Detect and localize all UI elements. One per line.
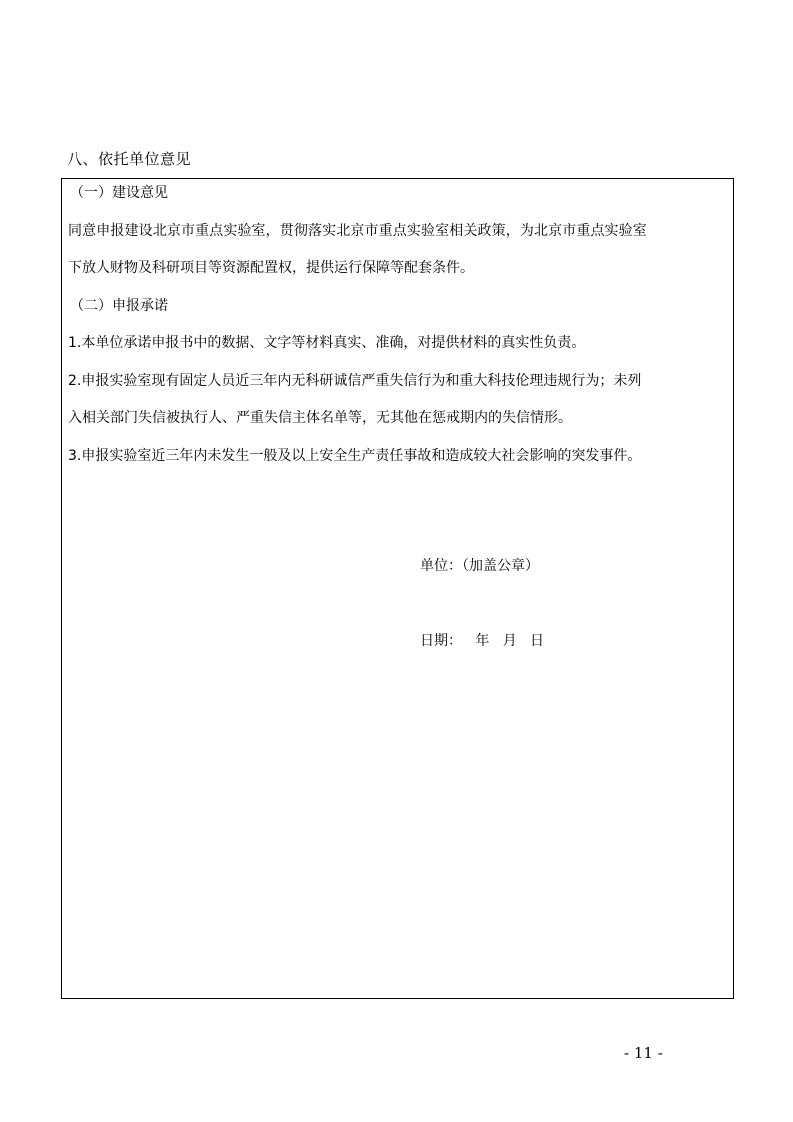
subsection-1-title: （一）建设意见 bbox=[70, 185, 168, 201]
subsection-2-title: （二）申报承诺 bbox=[70, 298, 168, 314]
section-heading: 八、依托单位意见 bbox=[67, 150, 192, 168]
opinion-box bbox=[61, 178, 734, 999]
commitment-line-4: 3.申报实验室近三年内未发生一般及以上安全生产责任事故和造成较大社会影响的突发事件。 bbox=[68, 448, 642, 464]
commitment-line-2: 2.申报实验室现有固定人员近三年内无科研诚信严重失信行为和重大科技伦理违规行为；未列 bbox=[68, 373, 642, 389]
signature-date: 日期： 年 月 日 bbox=[420, 633, 545, 649]
construction-opinion-line-2: 下放人财物及科研项目等资源配置权，提供运行保障等配套条件。 bbox=[68, 260, 474, 276]
signature-unit: 单位：（加盖公章） bbox=[420, 558, 539, 574]
commitment-line-1: 1.本单位承诺申报书中的数据、文字等材料真实、准确，对提供材料的真实性负责。 bbox=[68, 335, 586, 351]
construction-opinion-line-1: 同意申报建设北京市重点实验室，贯彻落实北京市重点实验室相关政策，为北京市重点实验室 bbox=[68, 223, 647, 239]
page-number: - 11 - bbox=[624, 1044, 663, 1062]
commitment-line-3: 入相关部门失信被执行人、严重失信主体名单等，无其他在惩戒期内的失信情形。 bbox=[68, 410, 572, 426]
